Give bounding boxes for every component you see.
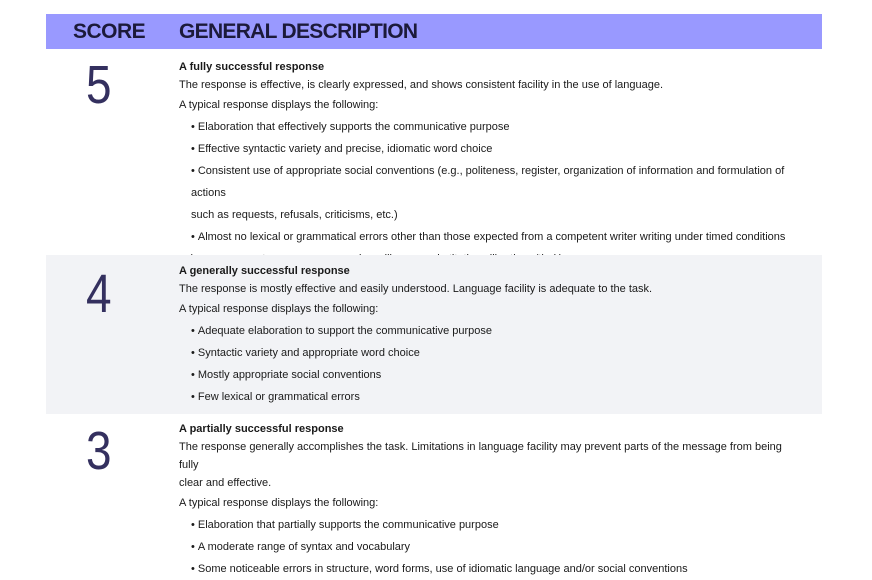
score-value: 5 [86, 55, 112, 115]
score-summary: The response generally accomplishes the task. Limitations in language facility may prevent parts of the message from being fully clear and effective. [179, 441, 782, 489]
score-summary: The response is effective, is clearly expressed, and shows consistent facility in the use of language. [179, 79, 664, 91]
score-column-header: SCORE [73, 20, 146, 43]
score-value: 3 [86, 421, 112, 481]
list-item: • Consistent use of appropriate social conventions (e.g., politeness, register, organization of information and formulation of actions such as requests, refusals, criticisms, etc.) [191, 165, 785, 221]
characteristics-list [179, 514, 804, 580]
score-row-5 [46, 49, 822, 255]
score-row-3 [46, 414, 822, 575]
score-title: A generally successful response [179, 265, 350, 277]
typical-intro: A typical response displays the following: [179, 303, 379, 315]
characteristics-list [179, 320, 804, 408]
score-description [179, 262, 804, 408]
table-header [46, 14, 822, 49]
description-column-header: GENERAL DESCRIPTION [179, 20, 418, 43]
list-item: • Mostly appropriate social conventions [191, 369, 382, 381]
score-title: A partially successful response [179, 423, 344, 435]
score-description [179, 420, 804, 580]
score-title: A fully successful response [179, 61, 325, 73]
list-item: • Elaboration that effectively supports the communicative purpose [191, 121, 510, 133]
scoring-rubric-table [46, 14, 822, 575]
list-item: • Syntactic variety and appropriate word choice [191, 347, 420, 359]
list-item: • Adequate elaboration to support the communicative purpose [191, 325, 492, 337]
score-description [179, 58, 804, 270]
list-item: • Almost no lexical or grammatical errors other than those expected from a competent writer writing under timed conditions [191, 231, 786, 243]
typical-intro: A typical response displays the following: [179, 497, 379, 509]
list-item: • Effective syntactic variety and precise, idiomatic word choice [191, 143, 493, 155]
list-item: • Elaboration that partially supports the communicative purpose [191, 519, 499, 531]
score-summary: The response is mostly effective and easily understood. Language facility is adequate to the task. [179, 283, 653, 295]
list-item: • Some noticeable errors in structure, word forms, use of idiomatic language and/or social conventions [191, 563, 688, 575]
characteristics-list [179, 116, 804, 270]
typical-intro: A typical response displays the following: [179, 99, 379, 111]
list-item: • Few lexical or grammatical errors [191, 391, 360, 403]
list-item: • A moderate range of syntax and vocabulary [191, 541, 411, 553]
score-row-4 [46, 255, 822, 414]
score-value: 4 [86, 264, 112, 324]
